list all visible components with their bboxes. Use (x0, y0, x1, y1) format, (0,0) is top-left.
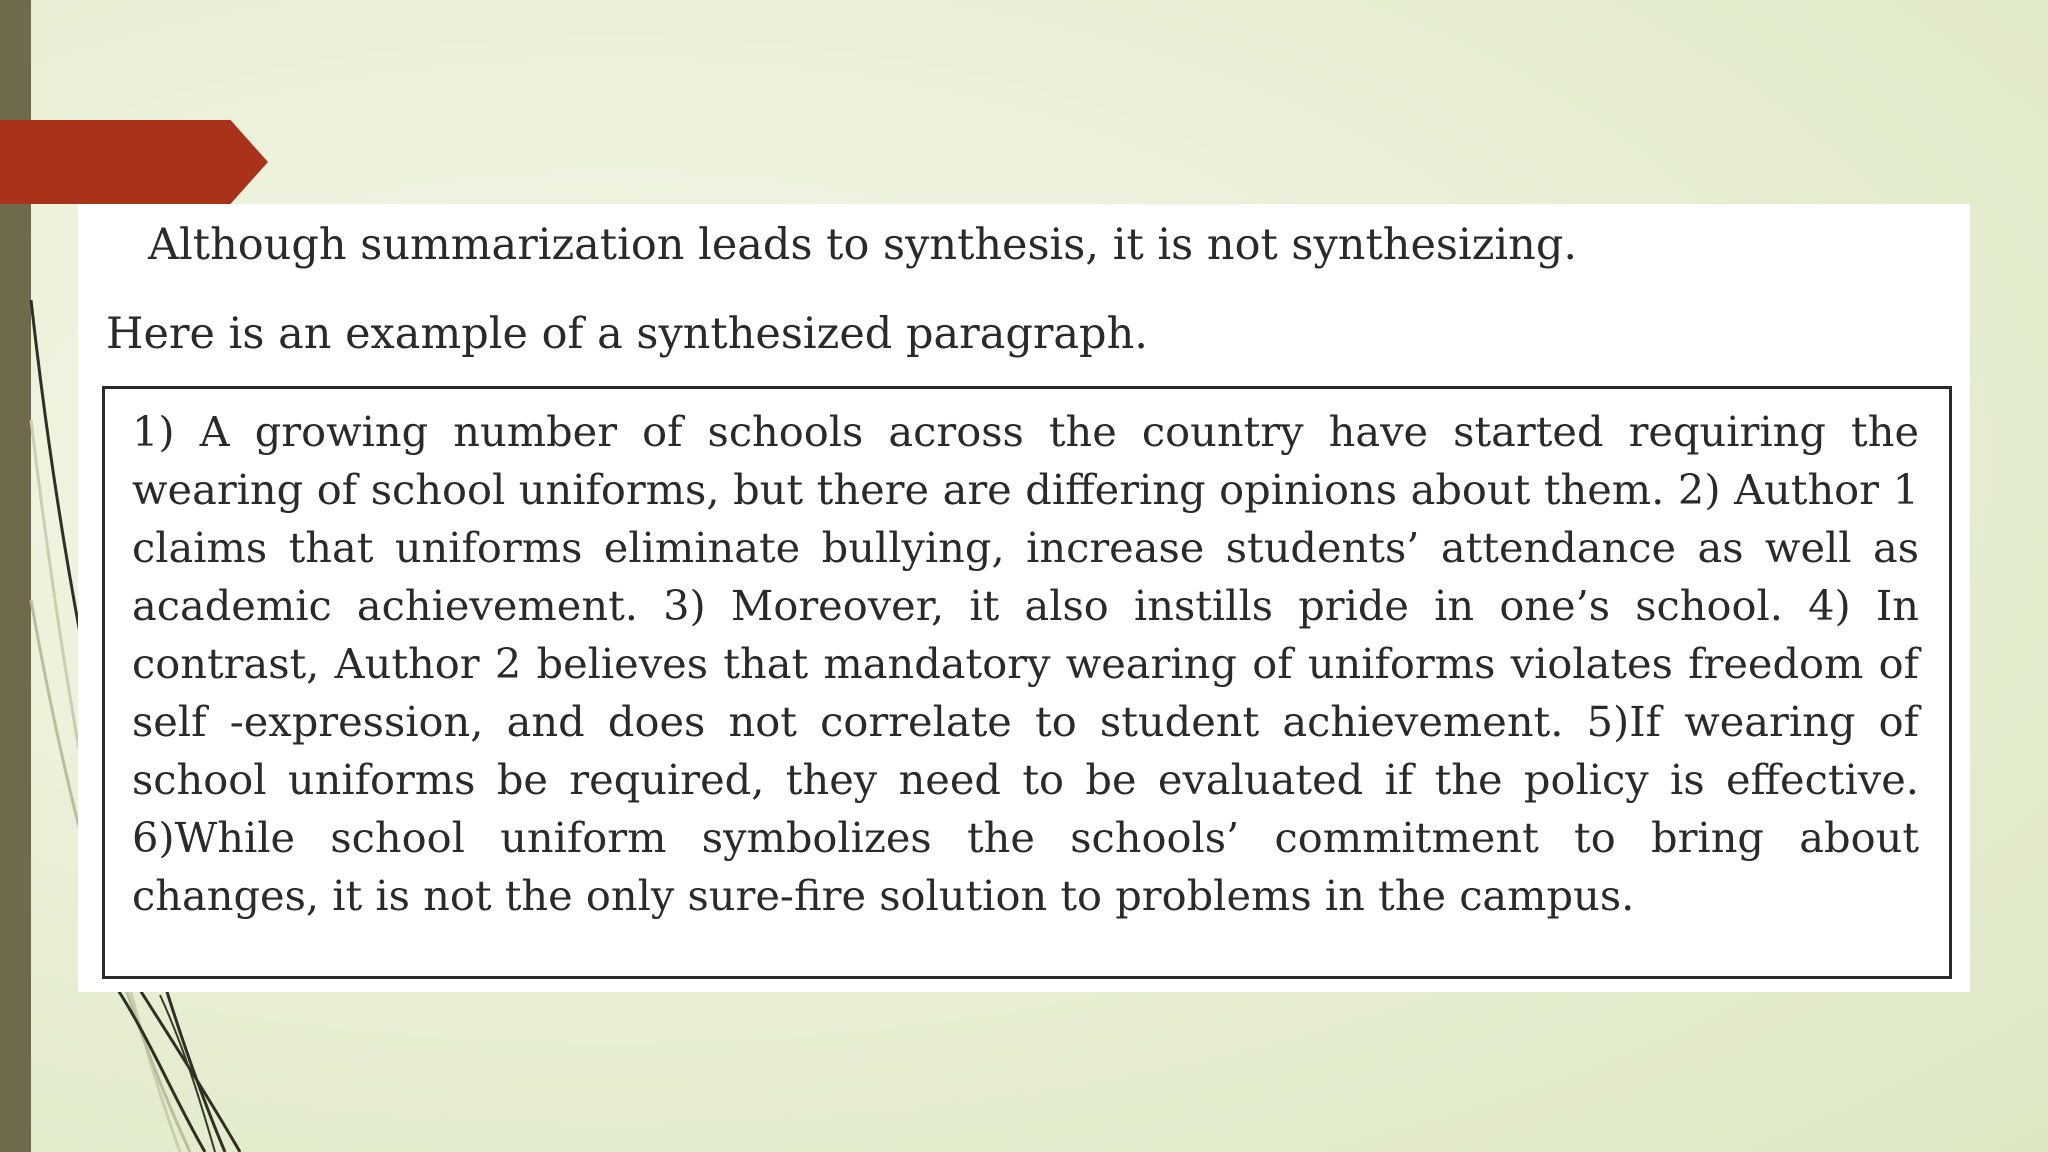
intro-sentence: Although summarization leads to synthesis, it is not synthesizing. (148, 220, 1578, 270)
title-accent-tab (0, 120, 268, 204)
example-heading: Here is an example of a synthesized paragraph. (106, 309, 1148, 359)
example-paragraph: 1) A growing number of schools across the country have started requiring the wearing of school uniforms, but there are differing opinions about them. 2) Author 1 claims that uniforms eliminate bullying, increase students’ attendance as well as academic achievement. 3) Moreover, it also instills pride in one’s school. 4) In contrast, Author 2 believes that mandatory wearing of uniforms violates freedom of self -expression, and does not correlate to student achievement. 5)If wearing of school uniforms be required, they need to be evaluated if the policy is effective. 6)While school uniform symbolizes the schools’ commitment to bring about changes, it is not the only sure-fire solution to problems in the campus. (132, 407, 1919, 920)
example-paragraph-box (102, 386, 1952, 979)
content-panel (78, 204, 1970, 992)
